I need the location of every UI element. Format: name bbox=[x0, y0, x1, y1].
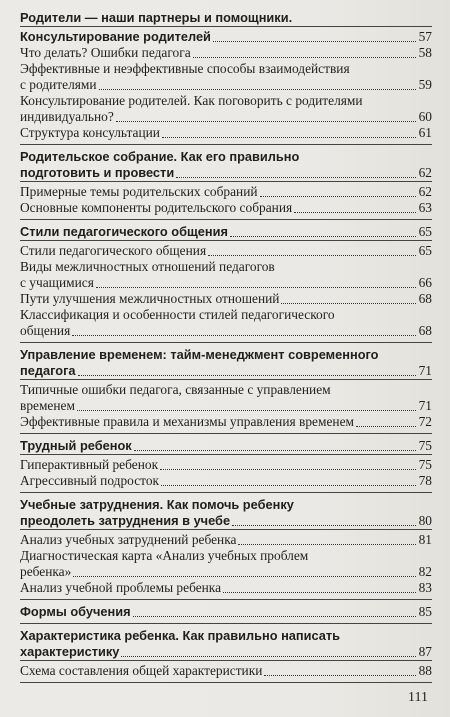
toc-section bbox=[20, 343, 432, 434]
toc-entry-line bbox=[20, 109, 432, 125]
toc-entry bbox=[20, 548, 432, 580]
entry-text: Структура консультации bbox=[20, 125, 160, 140]
toc-section bbox=[20, 220, 432, 343]
section-heading bbox=[20, 497, 432, 529]
toc-section bbox=[20, 624, 432, 683]
heading-rule bbox=[20, 26, 432, 27]
leader-dots bbox=[116, 120, 416, 122]
section-heading-line bbox=[20, 10, 432, 26]
leader-dots bbox=[232, 524, 416, 526]
entry-text: Управление временем: тайм-менеджмент современного bbox=[20, 347, 379, 362]
toc-entry-line bbox=[20, 29, 432, 45]
toc-entry bbox=[20, 125, 432, 141]
leader-dots bbox=[72, 334, 416, 336]
entry-text: Анализ учебных затруднений ребенка bbox=[20, 532, 237, 547]
entry-text: Гиперактивный ребенок bbox=[20, 457, 159, 472]
entry-page-number: 65 bbox=[418, 243, 432, 258]
entry-text: с родителями bbox=[20, 77, 97, 92]
entry-page-number: 82 bbox=[418, 564, 432, 579]
entry-page-number: 61 bbox=[418, 125, 432, 140]
entry-page-number: 57 bbox=[418, 29, 432, 44]
toc-entry bbox=[20, 243, 432, 259]
toc-entry bbox=[20, 184, 432, 200]
toc-entry-line bbox=[20, 243, 432, 259]
entry-page-number: 80 bbox=[418, 513, 432, 528]
entry-page-number: 66 bbox=[418, 275, 432, 290]
entry-text: Характеристика ребенка. Как правильно написать bbox=[20, 628, 341, 643]
leader-dots bbox=[99, 88, 416, 90]
leader-dots bbox=[213, 40, 416, 42]
entry-text: Анализ учебной проблемы ребенка bbox=[20, 580, 222, 595]
section-heading-line bbox=[20, 165, 432, 181]
toc-entry bbox=[20, 382, 432, 414]
entry-text: Классификация и особенности стилей педагогического bbox=[20, 307, 335, 322]
leader-dots bbox=[96, 286, 416, 288]
toc-section bbox=[20, 145, 432, 220]
leader-dots bbox=[162, 136, 416, 138]
toc-entry-line bbox=[20, 398, 432, 414]
toc-entry-line bbox=[20, 200, 432, 216]
entry-page-number: 88 bbox=[418, 663, 432, 678]
entry-text: Пути улучшения межличностных отношений bbox=[20, 291, 280, 306]
leader-dots bbox=[121, 655, 416, 657]
entry-text: Основные компоненты родительского собрания bbox=[20, 200, 293, 215]
entry-text: Родители — наши партнеры и помощники. bbox=[20, 10, 293, 25]
toc-entry-line bbox=[20, 414, 432, 430]
toc-section bbox=[20, 600, 432, 624]
toc-entry-line bbox=[20, 93, 432, 109]
entry-text: Диагностическая карта «Анализ учебных проблем bbox=[20, 548, 309, 563]
entry-text: Консультирование родителей. Как поговорить с родителями bbox=[20, 93, 363, 108]
heading-rule bbox=[20, 529, 432, 530]
toc-entry bbox=[20, 414, 432, 430]
toc-entry bbox=[20, 29, 432, 45]
leader-dots bbox=[230, 235, 416, 237]
section-heading bbox=[20, 224, 432, 240]
entry-text: Стили педагогического общения bbox=[20, 243, 207, 258]
toc-section bbox=[20, 493, 432, 600]
entry-text: Агрессивный подросток bbox=[20, 473, 160, 488]
entry-page-number: 59 bbox=[418, 77, 432, 92]
entry-page-number: 72 bbox=[418, 414, 432, 429]
toc-entry bbox=[20, 307, 432, 339]
heading-rule bbox=[20, 660, 432, 661]
entry-text: характеристику bbox=[20, 644, 120, 659]
entry-text: ребенка» bbox=[20, 564, 72, 579]
toc-entry bbox=[20, 93, 432, 125]
toc-entry-line bbox=[20, 457, 432, 473]
leader-dots bbox=[160, 468, 416, 470]
toc-entry-line bbox=[20, 77, 432, 93]
entry-page-number: 75 bbox=[418, 457, 432, 472]
section-heading-line bbox=[20, 513, 432, 529]
toc-entry bbox=[20, 473, 432, 489]
heading-rule bbox=[20, 240, 432, 241]
page-number: 111 bbox=[408, 690, 428, 705]
leader-dots bbox=[73, 575, 416, 577]
toc-entry-line bbox=[20, 473, 432, 489]
section-heading-line bbox=[20, 497, 432, 513]
entry-page-number: 62 bbox=[418, 184, 432, 199]
leader-dots bbox=[176, 176, 416, 178]
toc-entry-line bbox=[20, 184, 432, 200]
entry-text: Эффективные и неэффективные способы взаимодействия bbox=[20, 61, 350, 76]
entry-text: индивидуально? bbox=[20, 109, 114, 124]
toc-entry-line bbox=[20, 564, 432, 580]
leader-dots bbox=[133, 615, 416, 617]
leader-dots bbox=[223, 591, 416, 593]
leader-dots bbox=[264, 674, 416, 676]
leader-dots bbox=[281, 302, 416, 304]
entry-page-number: 75 bbox=[418, 438, 432, 453]
toc-entry-line bbox=[20, 259, 432, 275]
toc-section bbox=[20, 434, 432, 493]
entry-page-number: 87 bbox=[418, 644, 432, 659]
toc-entry-line bbox=[20, 275, 432, 291]
section-heading bbox=[20, 604, 432, 620]
entry-text: Примерные темы родительских собраний bbox=[20, 184, 258, 199]
entry-page-number: 58 bbox=[418, 45, 432, 60]
entry-page-number: 81 bbox=[418, 532, 432, 547]
toc-entry bbox=[20, 200, 432, 216]
toc-entry bbox=[20, 61, 432, 93]
entry-page-number: 68 bbox=[418, 291, 432, 306]
entry-text: Типичные ошибки педагога, связанные с управлением bbox=[20, 382, 331, 397]
toc-entry-line bbox=[20, 307, 432, 323]
entry-text: Формы обучения bbox=[20, 604, 131, 619]
section-heading-line bbox=[20, 644, 432, 660]
section-heading bbox=[20, 438, 432, 454]
leader-dots bbox=[134, 449, 416, 451]
leader-dots bbox=[356, 425, 416, 427]
entry-page-number: 83 bbox=[418, 580, 432, 595]
entry-page-number: 71 bbox=[418, 363, 432, 378]
entry-text: подготовить и провести bbox=[20, 165, 175, 180]
leader-dots bbox=[208, 254, 416, 256]
entry-text: Виды межличностных отношений педагогов bbox=[20, 259, 275, 274]
toc-entry-line bbox=[20, 323, 432, 339]
heading-rule bbox=[20, 181, 432, 182]
leader-dots bbox=[78, 374, 416, 376]
leader-dots bbox=[260, 195, 416, 197]
entry-text: с учащимися bbox=[20, 275, 94, 290]
entry-text: Учебные затруднения. Как помочь ребенку bbox=[20, 497, 294, 512]
entry-text: общения bbox=[20, 323, 71, 338]
toc-entry bbox=[20, 259, 432, 291]
entry-page-number: 62 bbox=[418, 165, 432, 180]
table-of-contents bbox=[20, 10, 432, 683]
entry-page-number: 71 bbox=[418, 398, 432, 413]
toc-entry-line bbox=[20, 125, 432, 141]
toc-entry bbox=[20, 532, 432, 548]
leader-dots bbox=[238, 543, 416, 545]
toc-entry bbox=[20, 291, 432, 307]
section-heading-line bbox=[20, 347, 432, 363]
section-heading-line bbox=[20, 149, 432, 165]
toc-entry-line bbox=[20, 663, 432, 679]
entry-text: временем bbox=[20, 398, 75, 413]
heading-rule bbox=[20, 454, 432, 455]
toc-entry-line bbox=[20, 61, 432, 77]
toc-entry-line bbox=[20, 291, 432, 307]
leader-dots bbox=[77, 409, 416, 411]
entry-text: Родительское собрание. Как его правильно bbox=[20, 149, 300, 164]
toc-entry bbox=[20, 45, 432, 61]
toc-entry-line bbox=[20, 548, 432, 564]
entry-text: Стили педагогического общения bbox=[20, 224, 228, 239]
entry-page-number: 63 bbox=[418, 200, 432, 215]
leader-dots bbox=[294, 211, 416, 213]
toc-entry bbox=[20, 580, 432, 596]
entry-text: Консультирование родителей bbox=[20, 29, 211, 44]
entry-text: Схема составления общей характеристики bbox=[20, 663, 263, 678]
entry-page-number: 65 bbox=[418, 224, 432, 239]
entry-text: Что делать? Ошибки педагога bbox=[20, 45, 191, 60]
section-heading-line bbox=[20, 628, 432, 644]
section-heading bbox=[20, 628, 432, 660]
entry-page-number: 85 bbox=[418, 604, 432, 619]
entry-text: Эффективные правила и механизмы управления временем bbox=[20, 414, 354, 429]
toc-entry bbox=[20, 457, 432, 473]
leader-dots bbox=[193, 56, 416, 58]
section-heading bbox=[20, 10, 432, 26]
entry-text: Трудный ребенок bbox=[20, 438, 132, 453]
section-heading-line bbox=[20, 224, 432, 240]
entry-text: педагога bbox=[20, 363, 76, 378]
leader-dots bbox=[161, 484, 416, 486]
toc-entry-line bbox=[20, 45, 432, 61]
toc-entry-line bbox=[20, 532, 432, 548]
section-heading-line bbox=[20, 604, 432, 620]
heading-rule bbox=[20, 379, 432, 380]
section-heading bbox=[20, 149, 432, 181]
section-heading bbox=[20, 347, 432, 379]
section-heading-line bbox=[20, 363, 432, 379]
entry-page-number: 60 bbox=[418, 109, 432, 124]
section-heading-line bbox=[20, 438, 432, 454]
entry-page-number: 78 bbox=[418, 473, 432, 488]
toc-section bbox=[20, 10, 432, 145]
entry-text: преодолеть затруднения в учебе bbox=[20, 513, 231, 528]
entry-page-number: 68 bbox=[418, 323, 432, 338]
toc-entry-line bbox=[20, 382, 432, 398]
toc-entry-line bbox=[20, 580, 432, 596]
toc-entry bbox=[20, 663, 432, 679]
